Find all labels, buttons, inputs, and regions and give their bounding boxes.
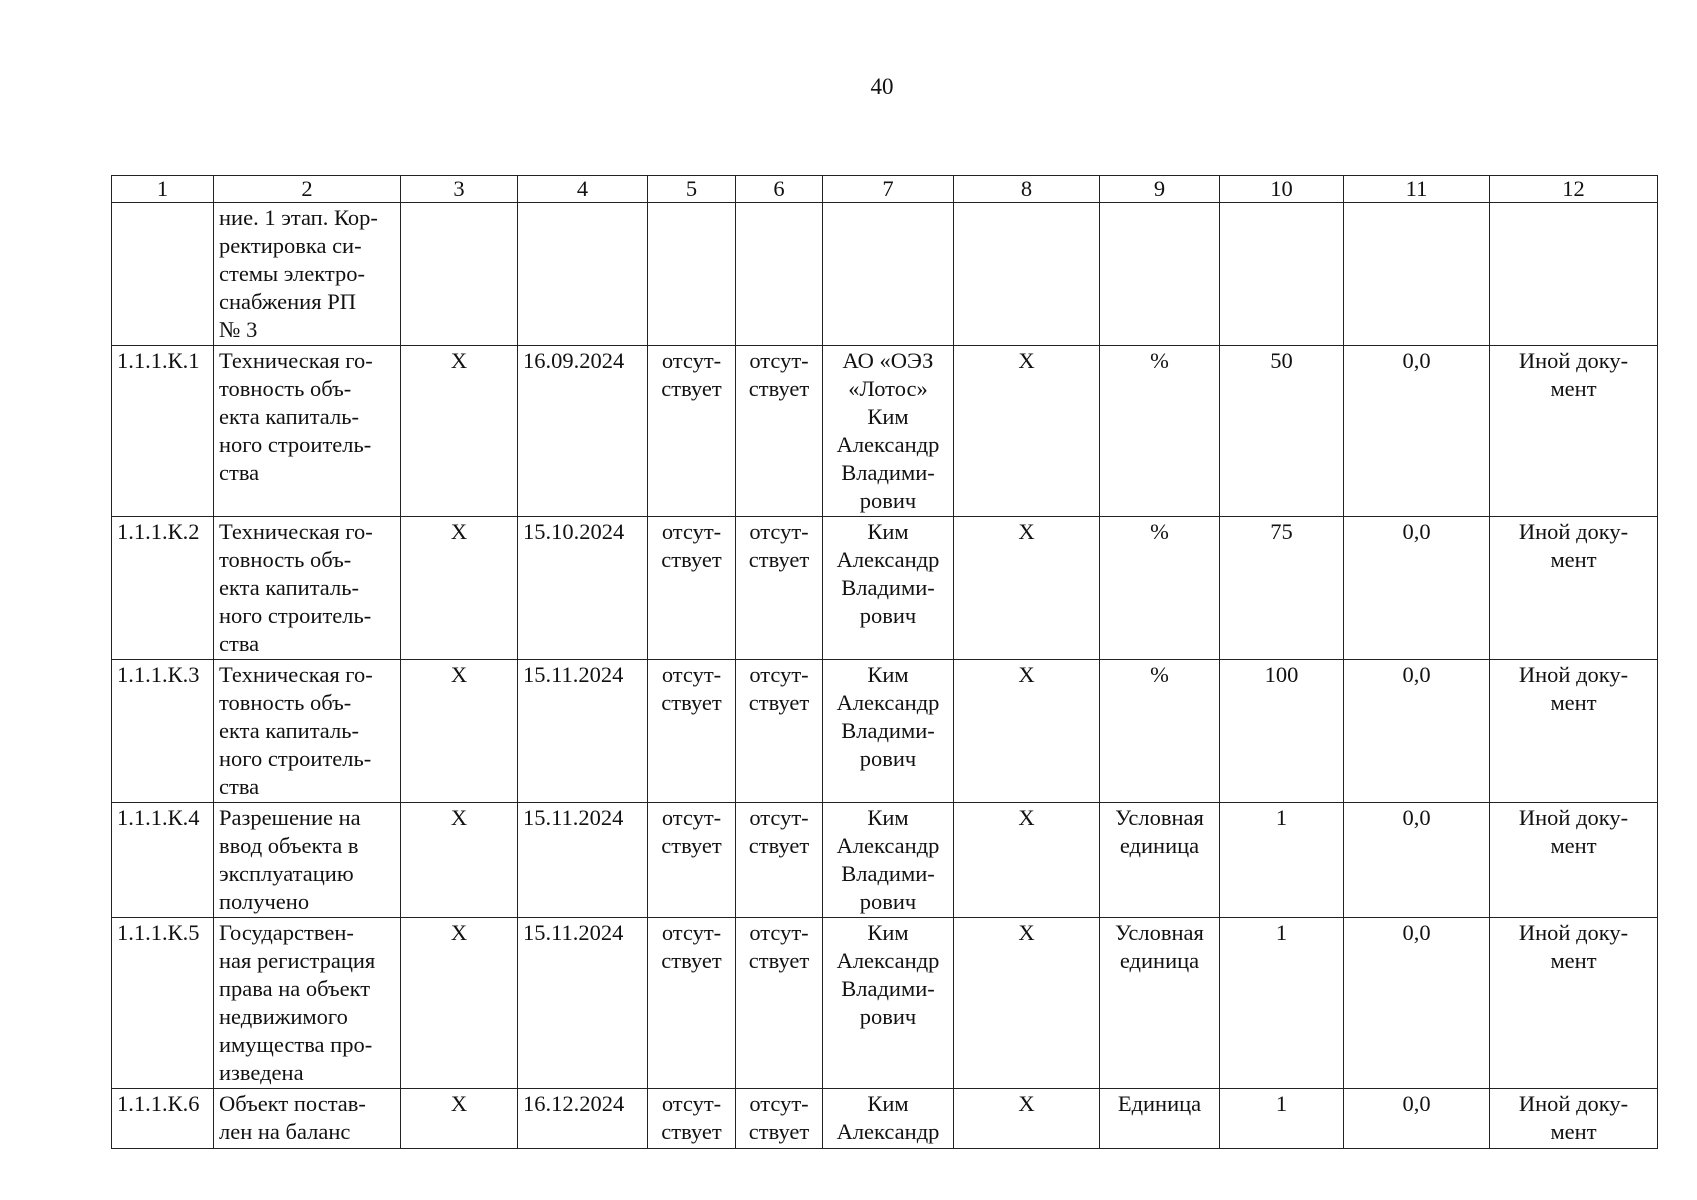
row-col11: 0,0 <box>1344 803 1490 918</box>
row-col5: отсут- ствует <box>648 346 736 517</box>
row-responsible: АО «ОЭЗ «Лотос» Ким Александр Владими- рович <box>823 346 954 517</box>
column-header: 5 <box>648 176 736 203</box>
column-header: 1 <box>112 176 214 203</box>
row-responsible: Ким Александр Владими- рович <box>823 517 954 660</box>
row-col11: 0,0 <box>1344 660 1490 803</box>
table-row <box>112 918 1658 1089</box>
row-col8: Х <box>954 803 1100 918</box>
row-document: Иной доку- мент <box>1490 918 1658 1089</box>
row-col3: Х <box>401 918 518 1089</box>
table-row <box>112 517 1658 660</box>
row-responsible: Ким Александр Владими- рович <box>823 918 954 1089</box>
column-header: 10 <box>1220 176 1344 203</box>
row-date: 16.12.2024 <box>518 1089 648 1149</box>
row-value: 100 <box>1220 660 1344 803</box>
row-unit: % <box>1100 660 1220 803</box>
row-col8: Х <box>954 1089 1100 1149</box>
row-name: Техническая го- товность объ- екта капиталь- ного строитель- ства <box>214 660 401 803</box>
row-col8: Х <box>954 660 1100 803</box>
continuation-name: ние. 1 этап. Кор- ректировка си- стемы электро- снабжения РП № 3 <box>214 203 401 346</box>
row-date: 15.11.2024 <box>518 803 648 918</box>
row-document: Иной доку- мент <box>1490 346 1658 517</box>
row-col11: 0,0 <box>1344 918 1490 1089</box>
column-header: 3 <box>401 176 518 203</box>
row-name: Техническая го- товность объ- екта капиталь- ного строитель- ства <box>214 517 401 660</box>
row-value: 50 <box>1220 346 1344 517</box>
row-value: 1 <box>1220 918 1344 1089</box>
row-col6: отсут- ствует <box>736 918 823 1089</box>
row-col3: Х <box>401 1089 518 1149</box>
row-unit: % <box>1100 517 1220 660</box>
row-col3: Х <box>401 346 518 517</box>
row-col5: отсут- ствует <box>648 918 736 1089</box>
column-number-row <box>112 176 1658 203</box>
row-value: 1 <box>1220 1089 1344 1149</box>
column-header: 2 <box>214 176 401 203</box>
row-col5: отсут- ствует <box>648 803 736 918</box>
column-header: 8 <box>954 176 1100 203</box>
row-col6: отсут- ствует <box>736 517 823 660</box>
row-name: Разрешение на ввод объекта в эксплуатацию получено <box>214 803 401 918</box>
table-row <box>112 803 1658 918</box>
row-responsible: Ким Александр Владими- рович <box>823 660 954 803</box>
row-responsible: Ким Александр <box>823 1089 954 1149</box>
row-col8: Х <box>954 346 1100 517</box>
continuation-row <box>112 203 1658 346</box>
table-row <box>112 1089 1658 1149</box>
row-col3: Х <box>401 660 518 803</box>
row-code: 1.1.1.К.5 <box>112 918 214 1089</box>
row-col6: отсут- ствует <box>736 1089 823 1149</box>
row-col5: отсут- ствует <box>648 660 736 803</box>
row-col11: 0,0 <box>1344 517 1490 660</box>
row-col6: отсут- ствует <box>736 803 823 918</box>
row-col5: отсут- ствует <box>648 517 736 660</box>
row-col3: Х <box>401 803 518 918</box>
row-unit: % <box>1100 346 1220 517</box>
column-header: 4 <box>518 176 648 203</box>
row-value: 1 <box>1220 803 1344 918</box>
row-unit: Условная единица <box>1100 803 1220 918</box>
row-name: Объект постав- лен на баланс <box>214 1089 401 1149</box>
row-name: Техническая го- товность объ- екта капиталь- ного строитель- ства <box>214 346 401 517</box>
row-name: Государствен- ная регистрация права на объект недвижимого имущества про- изведена <box>214 918 401 1089</box>
row-date: 16.09.2024 <box>518 346 648 517</box>
row-document: Иной доку- мент <box>1490 660 1658 803</box>
row-col3: Х <box>401 517 518 660</box>
document-table <box>111 175 1658 1149</box>
table-row <box>112 660 1658 803</box>
column-header: 6 <box>736 176 823 203</box>
row-date: 15.10.2024 <box>518 517 648 660</box>
row-code: 1.1.1.К.3 <box>112 660 214 803</box>
row-document: Иной доку- мент <box>1490 803 1658 918</box>
row-col8: Х <box>954 918 1100 1089</box>
row-col6: отсут- ствует <box>736 660 823 803</box>
row-code: 1.1.1.К.4 <box>112 803 214 918</box>
row-responsible: Ким Александр Владими- рович <box>823 803 954 918</box>
row-unit: Условная единица <box>1100 918 1220 1089</box>
row-col11: 0,0 <box>1344 1089 1490 1149</box>
row-col8: Х <box>954 517 1100 660</box>
page-number: 40 <box>870 74 894 99</box>
column-header: 9 <box>1100 176 1220 203</box>
row-col6: отсут- ствует <box>736 346 823 517</box>
row-unit: Единица <box>1100 1089 1220 1149</box>
row-col11: 0,0 <box>1344 346 1490 517</box>
column-header: 12 <box>1490 176 1658 203</box>
row-col5: отсут- ствует <box>648 1089 736 1149</box>
row-date: 15.11.2024 <box>518 918 648 1089</box>
row-document: Иной доку- мент <box>1490 517 1658 660</box>
column-header: 11 <box>1344 176 1490 203</box>
row-code: 1.1.1.К.6 <box>112 1089 214 1149</box>
row-document: Иной доку- мент <box>1490 1089 1658 1149</box>
row-date: 15.11.2024 <box>518 660 648 803</box>
row-code: 1.1.1.К.2 <box>112 517 214 660</box>
row-code: 1.1.1.К.1 <box>112 346 214 517</box>
row-value: 75 <box>1220 517 1344 660</box>
column-header: 7 <box>823 176 954 203</box>
table-row <box>112 346 1658 517</box>
